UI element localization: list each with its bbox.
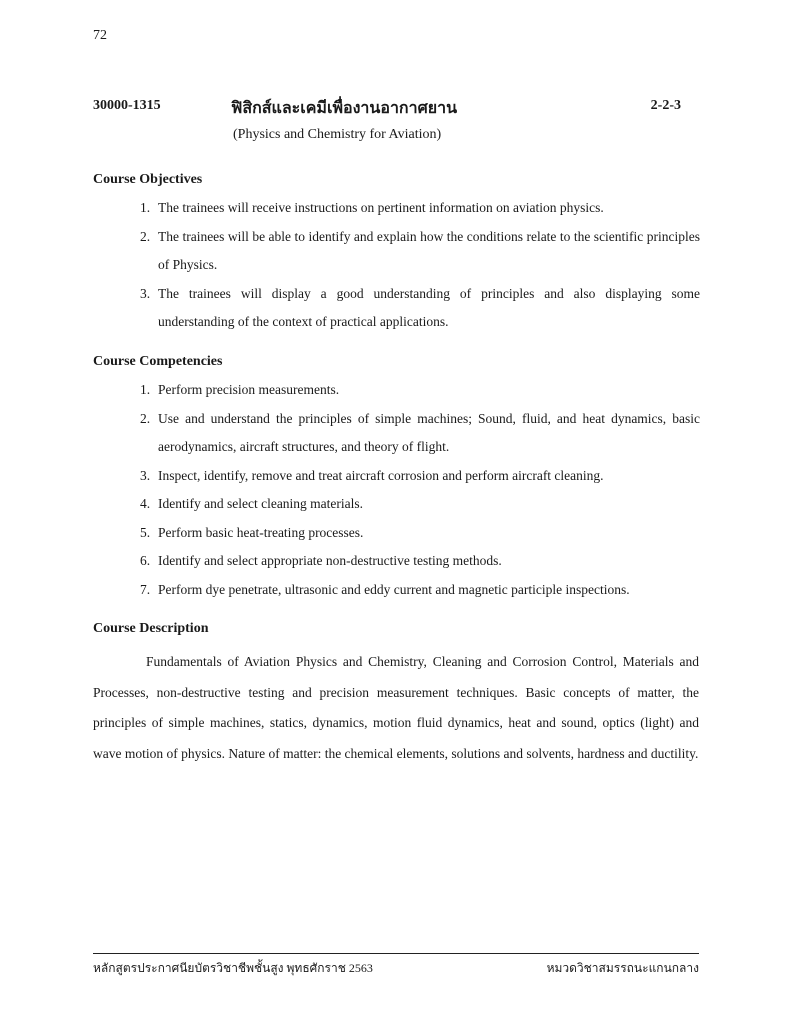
item-number: 3. — [140, 285, 151, 301]
item-text: Identify and select cleaning materials. — [158, 496, 364, 511]
list-item — [140, 576, 700, 605]
item-text: Inspect, identify, remove and treat aircraft corrosion and perform aircraft cleaning. — [158, 467, 604, 483]
course-credits: 2-2-3 — [650, 98, 681, 113]
objectives-heading: Course Objectives — [93, 172, 203, 187]
item-number: 2. — [140, 410, 151, 426]
description-heading: Course Description — [93, 621, 209, 636]
item-number: 6. — [140, 553, 151, 568]
item-number: 2. — [140, 228, 151, 244]
competencies-heading: Course Competencies — [93, 354, 223, 369]
description-paragraph: Fundamentals of Aviation Physics and Chemistry, Cleaning and Corrosion Control, Materials and Processes, non-destructive testing and precision measurement techniques. Basic concepts of matter, the principles of simple machines, statics, dynamics, motion fluid dynamics, heat and sound, optics (light) and wave motion of physics. Nature of matter: the chemical elements, solutions and solvents, hardness and ductility. — [93, 654, 699, 761]
page-number: 72 — [93, 28, 107, 43]
item-text: The trainees will receive instructions on pertinent information on aviation physics. — [158, 200, 604, 215]
footer-curriculum: หลักสูตรประกาศนียบัตรวิชาชีพชั้นสูง พุทธศักราช 2563 — [93, 961, 373, 975]
item-number: 5. — [140, 524, 151, 540]
footer-divider — [93, 953, 699, 954]
footer-category: หมวดวิชาสมรรถนะแกนกลาง — [546, 961, 699, 975]
item-number: 7. — [140, 581, 151, 597]
item-text: Perform precision measurements. — [158, 382, 340, 397]
list-item — [140, 519, 700, 548]
item-text: The trainees will display a good understanding of principles and also displaying some understanding of the context of practical applications. — [158, 285, 700, 329]
item-number: 4. — [140, 496, 151, 511]
list-item — [140, 547, 700, 576]
competencies-list — [140, 376, 700, 604]
item-number: 1. — [140, 382, 151, 397]
item-text: Use and understand the principles of simple machines; Sound, fluid, and heat dynamics, basic aerodynamics, aircraft structures, and theory of flight. — [158, 410, 700, 454]
course-code: 30000-1315 — [93, 98, 161, 113]
course-header — [93, 96, 699, 120]
course-title-thai: ฟิสิกส์และเคมีเพื่องานอากาศยาน — [231, 100, 458, 117]
list-item — [140, 280, 700, 337]
course-title-english: (Physics and Chemistry for Aviation) — [233, 127, 442, 142]
list-item — [140, 405, 700, 462]
list-item — [140, 376, 700, 405]
item-text: Perform dye penetrate, ultrasonic and eddy current and magnetic participle inspections. — [158, 581, 630, 597]
item-number: 3. — [140, 467, 151, 483]
item-text: Identify and select appropriate non-destructive testing methods. — [158, 553, 502, 568]
list-item — [140, 490, 700, 519]
list-item — [140, 462, 700, 491]
list-item — [140, 194, 700, 223]
list-item — [140, 223, 700, 280]
objectives-list — [140, 194, 700, 337]
item-text: Perform basic heat-treating processes. — [158, 524, 364, 540]
item-text: The trainees will be able to identify and explain how the conditions relate to the scientific principles of Physics. — [158, 228, 700, 272]
item-number: 1. — [140, 200, 151, 215]
